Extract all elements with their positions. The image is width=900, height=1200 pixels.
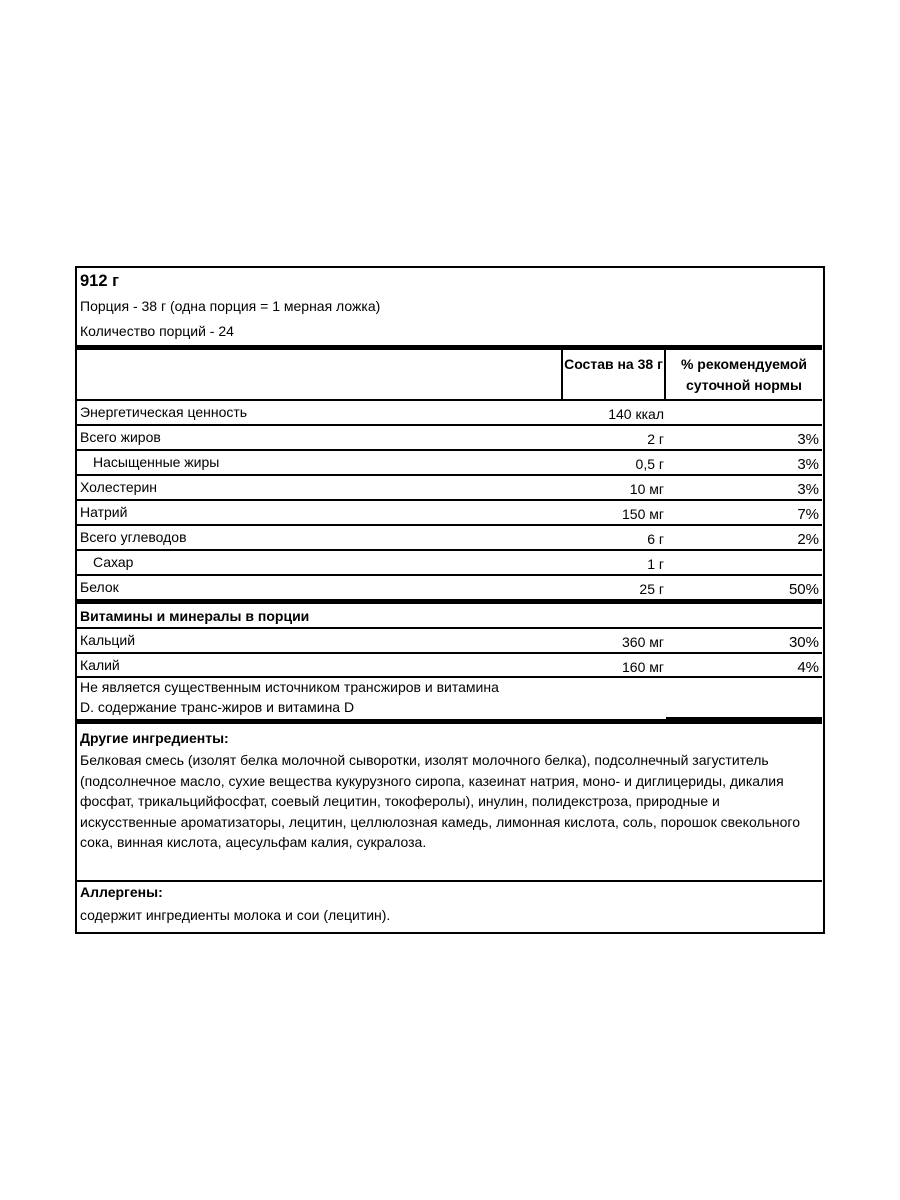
vitamin-name: Кальций [80,632,136,648]
vitamin-daily-value: 4% [797,659,819,676]
column-header-daily-value: % рекомендуемой суточной нормы [680,356,808,393]
nutrient-daily-value: 50% [788,581,819,598]
nutrient-amount: 1 г [647,556,664,572]
nutrient-row [77,401,822,426]
allergens-title: Аллергены: [80,884,163,900]
ingredients-text: Белковая смесь (изолят белка молочной сыворотки, изолят молочного белка), подсолнечный загуститель (подсолнечное масло, сухие вещества кукурузного сиропа, казеинат натрия, моно- и диглицериды, дикалия фосфат, трикальцийфосфат, соевый лецитин, токоферолы), инулин, полидекстроза, природные и искусственные ароматизаторы, лецитин, целлюлозная камедь, лимонная кислота, соль, порошок свекольного сока, винная кислота, ацесульфам калия, сукралоза. [80,752,800,850]
nutrient-amount: 2 г [647,431,664,447]
vitamins-title: Витамины и минералы в порции [80,608,310,624]
nutrient-amount: 6 г [647,531,664,547]
section-divider [77,880,822,882]
nutrient-daily-value: 3% [797,481,819,498]
vitamin-daily-value: 30% [788,634,819,651]
nutrient-row [77,451,822,476]
nutrient-row [77,526,822,551]
nutrient-daily-value: 7% [797,506,819,523]
nutrient-name: Всего жиров [80,429,161,445]
nutrient-row [77,551,822,576]
label-header [77,268,822,347]
servings-count: Количество порций - 24 [80,323,234,339]
ingredients-title: Другие ингредиенты: [80,730,229,746]
nutrient-name: Насыщенные жиры [93,454,220,470]
nutrient-daily-value: 3% [797,456,819,473]
nutrient-amount: 0,5 г [635,456,664,472]
thick-divider [77,345,822,350]
nutrient-name: Сахар [93,554,134,570]
nutrient-amount: 25 г [639,581,664,597]
nutrient-row [77,501,822,526]
nutrient-name: Холестерин [80,479,157,495]
vitamin-amount: 360 мг [622,634,664,650]
nutrient-amount: 140 ккал [608,406,664,422]
vitamin-row [77,629,822,654]
nutrient-name: Энергетическая ценность [80,404,248,420]
nutrient-name: Белок [80,579,119,595]
nutrient-row [77,576,822,601]
nutrition-facts-label [75,266,825,934]
nutrient-name: Всего углеводов [80,529,187,545]
nutrient-daily-value: 3% [797,431,819,448]
nutrient-row [77,426,822,451]
column-header-amount: Состав на 38 г [564,356,663,372]
nutrient-amount: 10 мг [629,481,664,497]
allergens-text: содержит ингредиенты молока и сои (лецитин). [80,907,391,923]
nutrient-row [77,476,822,501]
serving-size: Порция - 38 г (одна порция = 1 мерная ложка) [80,298,381,314]
vitamin-name: Калий [80,657,120,673]
net-weight: 912 г [80,272,119,290]
nutrient-daily-value: 2% [797,531,819,548]
trans-fat-note: Не является существенным источником трансжиров и витамина D. содержание транс-жиров и витамина D [80,679,499,715]
nutrient-amount: 150 мг [622,506,664,522]
vitamin-amount: 160 мг [622,659,664,675]
thick-divider [77,719,822,724]
thick-divider [77,599,822,604]
nutrient-name: Натрий [80,504,128,520]
